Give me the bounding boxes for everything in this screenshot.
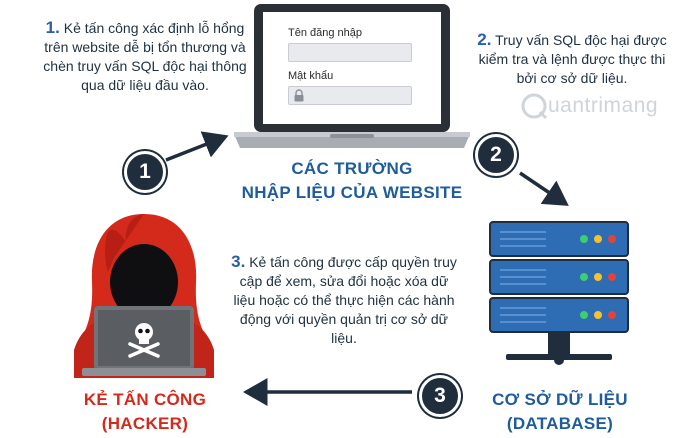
website-title-line2: NHẬP LIỆU CỦA WEBSITE — [241, 183, 463, 202]
step-3-number: 3. — [231, 252, 246, 271]
hacker-icon — [64, 210, 224, 380]
database-title — [490, 388, 630, 436]
arrow-step-2 — [520, 173, 563, 202]
website-title-line1: CÁC TRƯỜNG — [291, 159, 413, 178]
step-1-badge: 1 — [124, 151, 166, 193]
step-3-description: Kẻ tấn công được cấp quyền truy cập để xem, sửa đổi hoặc xóa dữ liệu hoặc có thể thực hiện các hành động với quyền quản trị cơ sở dữ liệu. — [233, 254, 457, 346]
hacker-title-line2: (HACKER) — [101, 414, 189, 433]
step-2-number: 2. — [477, 30, 492, 49]
database-title-line2: (DATABASE) — [506, 414, 614, 433]
step-2-description: Truy vấn SQL độc hại được kiểm tra và lệnh được thực thi bởi cơ sở dữ liệu. — [478, 32, 667, 86]
step-1-description: Kẻ tấn công xác định lỗ hổng trên website dễ bị tổn thương và chèn truy vấn SQL độc hại thông qua dữ liệu đầu vào. — [43, 20, 247, 93]
database-title-line1: CƠ SỞ DỮ LIỆU — [492, 390, 628, 409]
username-label: Tên đăng nhập — [288, 27, 363, 39]
step-1-number: 1. — [45, 18, 60, 37]
watermark-text: uantrimang — [548, 94, 659, 117]
step-2-badge: 2 — [475, 134, 517, 176]
hacker-title-line1: KẺ TẤN CÔNG — [83, 390, 207, 409]
step-3-badge: 3 — [419, 375, 461, 417]
hacker-title — [70, 388, 220, 436]
arrow-step-1 — [166, 138, 222, 160]
password-label: Mật khẩu — [288, 70, 334, 82]
database-server-icon — [486, 218, 632, 378]
